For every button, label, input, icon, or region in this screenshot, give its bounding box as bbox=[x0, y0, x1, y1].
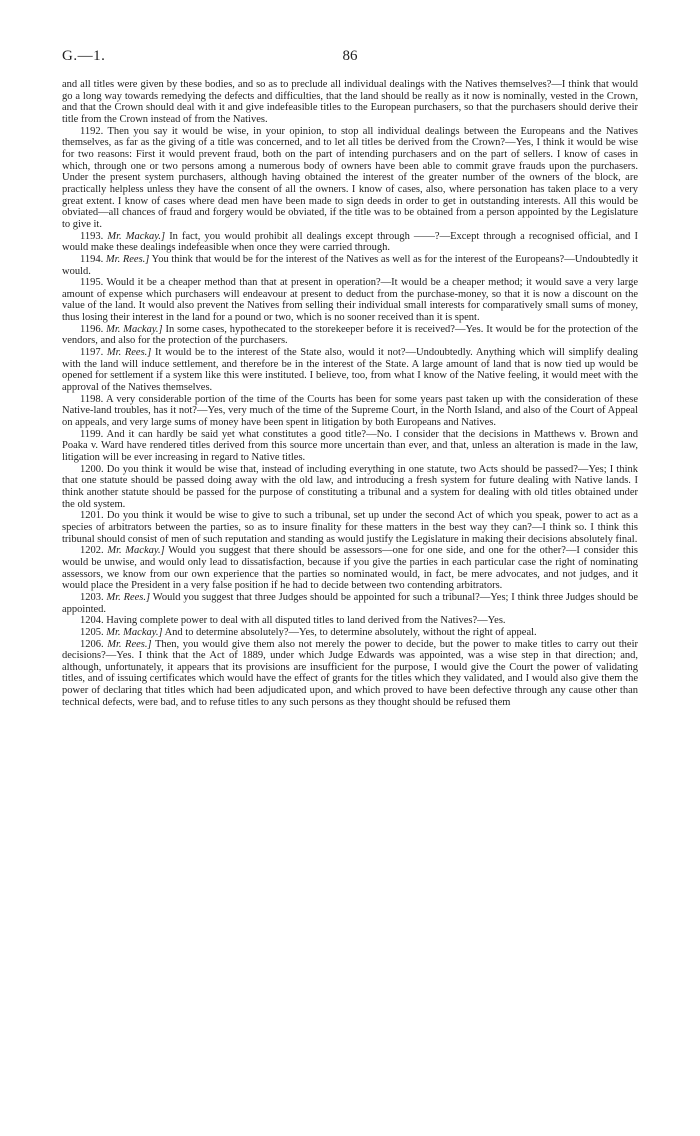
paragraph-1195 bbox=[62, 277, 638, 324]
speaker-label: Mr. Rees.] bbox=[105, 253, 150, 265]
question-number: 1196. bbox=[80, 323, 104, 335]
paragraph-text: It would be to the interest of the State also, would it not?—Undoubtedly. Anything which will simplify dealing with the land will induce settlement, and therefore be in the interest of the State. A large amount of land that is now tied up would be opened for settlement if a system like this were instituted. I believe, too, from what I know of the Native feeling, it would meet with the approval of the Natives themselves. bbox=[62, 347, 639, 394]
question-number: 1204. bbox=[80, 615, 104, 627]
paragraph-text: Then, you would give them also not merely the power to decide, but the power to make titles to carry out their decisions?—Yes. I think that the Act of 1889, under which Judge Edwards was appointed, was a wise step in that direction; and, although, unfortunately, it appears that its provisions are insufficient for the purpose, I would give the Court the power of validating titles, and of issuing certificates which would have the effect of grants for the titles which they validated, and I would also give them the power of declaring that titles which had been adjudicated upon, and which proved to have been defective through any cause other than technical defects, were bad, and to refuse titles to any such persons as they thought should be refused them bbox=[62, 638, 639, 708]
paragraph-text: In fact, you would prohibit all dealings except through ——?—Except through a recognised official, and I would make these dealings indefeasible when once they were carried through. bbox=[62, 230, 638, 254]
speaker-label: Mr. Rees.] bbox=[106, 347, 152, 359]
question-number: 1200. bbox=[80, 463, 104, 475]
page-header bbox=[62, 48, 638, 68]
question-number: 1193. bbox=[80, 230, 104, 242]
speaker-label: Mr. Mackay.] bbox=[106, 323, 163, 335]
paragraph-1202 bbox=[62, 545, 638, 592]
paragraph-text: You think that would be for the interest of the Natives as well as for the interest of the Europeans?—Undoubtedly it would. bbox=[62, 253, 638, 277]
paragraph-text: Would you suggest that three Judges should be appointed for such a tribunal?—Yes; I think three Judges should be appointed. bbox=[62, 591, 638, 615]
paragraph-text: In some cases, hypothecated to the storekeeper before it is received?—Yes. It would be for the protection of the vendors, and also for the protection of the purchasers. bbox=[62, 323, 639, 347]
question-number: 1202. bbox=[80, 545, 104, 557]
paragraph-1203 bbox=[62, 592, 638, 615]
speaker-label: Mr. Rees.] bbox=[107, 638, 152, 650]
paragraph-1198 bbox=[62, 394, 638, 429]
speaker-label: Mr. Mackay.] bbox=[106, 626, 163, 638]
paragraph-1199 bbox=[62, 429, 638, 464]
paragraph-text: Would you suggest that there should be assessors—one for one side, and one for the other?—I consider this would be unwise, and would only lead to dissatisfaction, because if you give the parties in each particular case the right of nominating assessors, we know from our own experience that the parties so nominated would, in fact, be mere advocates, and not judges, and it would place the President in a very false position if he had to decide between two contending arbitrators. bbox=[62, 545, 639, 592]
document-body bbox=[62, 79, 638, 708]
paragraph-continuation bbox=[62, 79, 638, 126]
paragraph-text: Would it be a cheaper method than that at present in operation?—It would be a cheaper method; it would save a very large amount of expense which purchasers will endeavour at present to deduct from the purchase-money, so that it is now a discount on the value of the land. It would also prevent the Natives from selling their individual small interests for comparatively small sums of money, thus losing their interest in the land for a pound or two, which is no sooner received than it is spent. bbox=[62, 277, 639, 324]
question-number: 1206. bbox=[80, 638, 104, 650]
question-number: 1205. bbox=[80, 626, 104, 638]
speaker-label: Mr. Rees.] bbox=[106, 591, 151, 603]
question-number: 1192. bbox=[80, 125, 104, 137]
paragraph-1200 bbox=[62, 464, 638, 511]
question-number: 1201. bbox=[80, 510, 104, 522]
question-number: 1198. bbox=[80, 393, 104, 405]
paragraph-1197 bbox=[62, 347, 638, 394]
page-number: 86 bbox=[342, 48, 358, 64]
paragraph-1192 bbox=[62, 126, 638, 231]
paragraph-1205 bbox=[62, 627, 638, 639]
paragraph-text: And it can hardly be said yet what constitutes a good title?—No. I consider that the decisions in Matthews v. Brown and Poaka v. Ward have rendered titles derived from this source more uncertain than ever, and that, unless an alteration is made in the law, litigation will be ever increasing in regard to Native titles. bbox=[62, 428, 638, 463]
question-number: 1195. bbox=[80, 277, 104, 289]
paragraph-1204 bbox=[62, 615, 638, 627]
paragraph-text: Then you say it would be wise, in your opinion, to stop all individual dealings between the Europeans and the Natives themselves, as far as the giving of a title was concerned, and to let all titles be derived from the Crown?—Yes, I think it would be wise for two reasons: First it would prevent fraud, both on the part of intending purchasers and on the part of sellers. I know of cases in which, through one or two persons among a numerous body of owners have been able to commit grave frauds upon the purchasers. Under the present system purchasers, although having obtained the interest of the greater number of the owners of the block, are practically helpless unless they have the consent of all the owners. I know of cases, also, where personation has taken place to a very great extent. I know of cases where dead men have been made to sign deeds in order to get in outstanding interests. All this would be obviated—all chances of fraud and forgery would be obviated, if the title was to be obtained from a person appointed by the Legislature to give it. bbox=[62, 125, 638, 230]
question-number: 1194. bbox=[80, 253, 104, 265]
paragraph-text: Do you think it would be wise to give to such a tribunal, set up under the second Act of which you speak, power to act as a species of arbitrators between the parties, so as to insure finality for these matters in the best way they can?—I think so. I think this tribunal should consist of men of such reputation and standing as would justify the Legislature in making their decisions absolutely final. bbox=[62, 510, 639, 545]
speaker-label: Mr. Mackay.] bbox=[107, 545, 165, 557]
paragraph-1196 bbox=[62, 324, 638, 347]
paragraph-text: and all titles were given by these bodies, and so as to preclude all individual dealings with the Natives themselves?—I think that would go a long way towards remedying the defects and difficulties, that the land should be really as it now is nominally, vested in the Crown, and that the Crown should deal with it and give indefeasible titles to the European purchasers, so that the purchasers should derive their title from the Crown instead of from the Natives. bbox=[62, 79, 638, 125]
paragraph-1193 bbox=[62, 231, 638, 254]
question-number: 1199. bbox=[80, 428, 104, 440]
paragraph-1201 bbox=[62, 510, 638, 545]
paragraph-text: A very considerable portion of the time of the Courts has been for some years past taken up with the consideration of these Native-land troubles, has it not?—Yes, very much of the time of the Supreme Court, in the North Island, and also of the Court of Appeal on appeals, and very large sums of money have been spent in litigation by both Europeans and Natives. bbox=[62, 393, 638, 429]
paragraph-text: And to determine absolutely?—Yes, to determine absolutely, without the right of appeal. bbox=[164, 626, 537, 638]
paragraph-text: Do you think it would be wise that, instead of including everything in one statute, two Acts should be passed?—Yes; I think that one statute should be passed doing away with the old law, and introducing a fresh system for future dealing with Native lands. I think another statute should be passed for the purpose of constituting a tribunal and a system for dealing with old titles obtained under the old system. bbox=[62, 463, 639, 510]
paragraph-1194 bbox=[62, 254, 638, 277]
question-number: 1203. bbox=[80, 591, 104, 603]
question-number: 1197. bbox=[80, 347, 104, 359]
paragraph-1206 bbox=[62, 639, 638, 709]
section-reference: G.—1. bbox=[62, 48, 106, 64]
speaker-label: Mr. Mackay.] bbox=[107, 230, 166, 242]
paragraph-text: Having complete power to deal with all disputed titles to land derived from the Natives?—Yes. bbox=[106, 615, 506, 627]
